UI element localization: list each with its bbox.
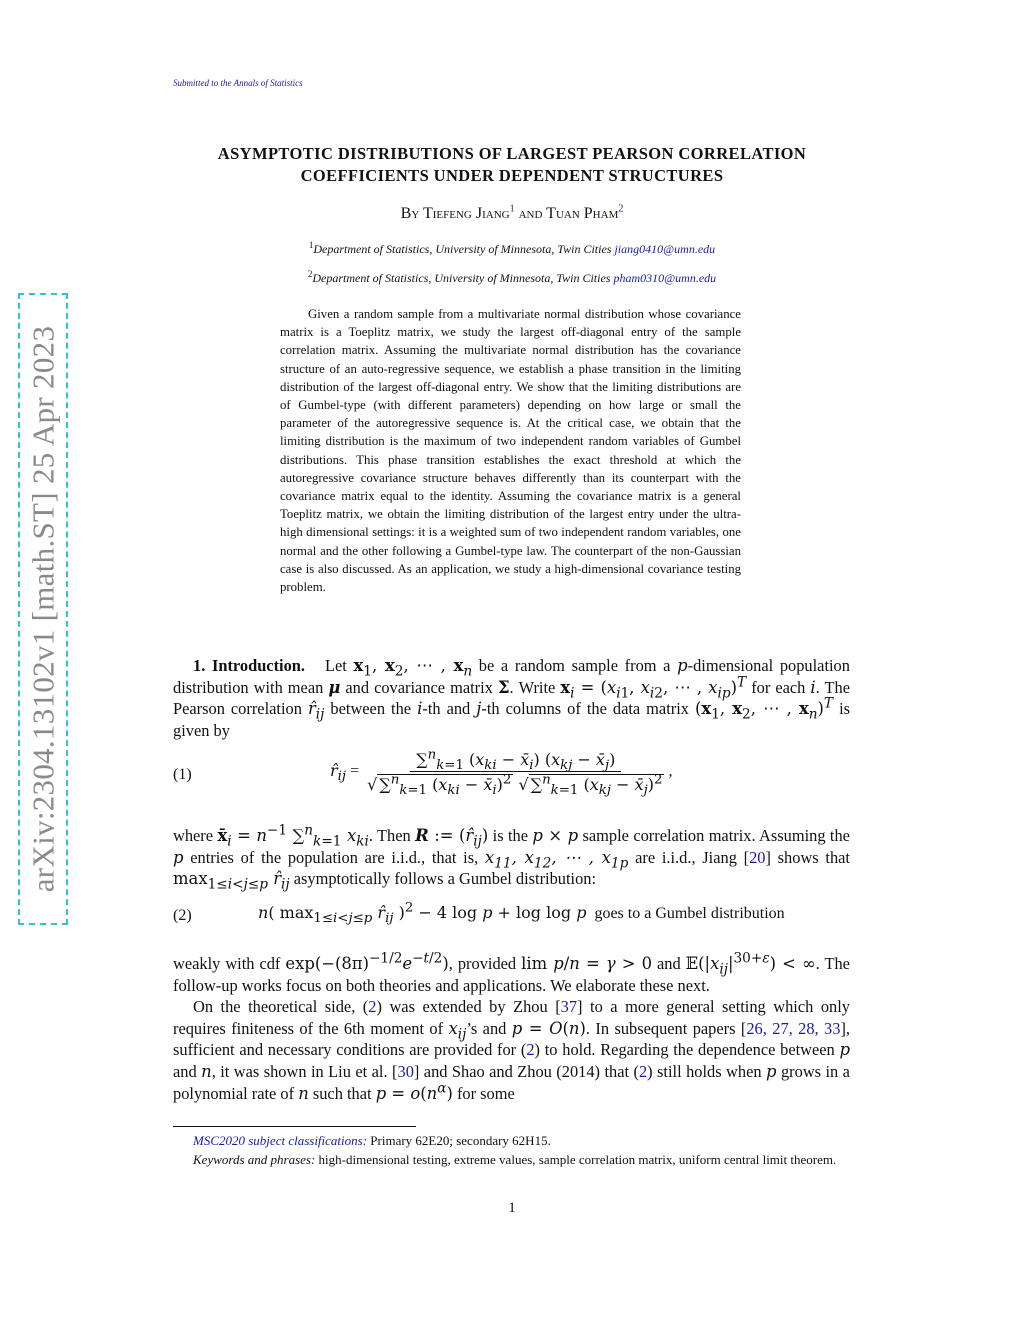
math: p × p	[532, 826, 579, 845]
math: n	[298, 1083, 309, 1103]
math: i	[810, 677, 816, 697]
arxiv-identifier: arXiv:2304.13102v1 [math.ST] 25 Apr 2023	[25, 325, 61, 893]
text: is the	[492, 826, 528, 845]
math: j	[476, 699, 482, 719]
affiliation-1	[150, 242, 874, 257]
by-word: By	[400, 205, 420, 222]
citation-link-20[interactable]: 20	[749, 847, 766, 867]
math: p	[839, 1040, 850, 1060]
text: ) was extended by Zhou [	[376, 997, 561, 1017]
math: R := $(r̂_{ij})$	[415, 826, 489, 850]
arxiv-side-stamp[interactable]	[18, 293, 68, 925]
math: $x_{ij}$	[448, 1018, 467, 1043]
author-2-affil-link[interactable]: 2	[618, 203, 624, 215]
abstract	[280, 305, 741, 596]
text: such that	[312, 1083, 372, 1103]
text: ], sufficient and necessary conditions are provided for (	[173, 1018, 850, 1060]
math: $x_{11}$, $x_{12}$, ⋯ , $x_{1p}$	[484, 847, 629, 871]
math: $p = o(n^\alpha)$	[375, 1080, 453, 1103]
citation-link-group[interactable]: 26, 27, 28, 33	[746, 1018, 841, 1038]
title-line-2: COEFFICIENTS UNDER DEPENDENT STRUCTURES	[300, 166, 724, 185]
text: On the theoretical side, (	[193, 997, 369, 1017]
equation-2-link[interactable]: 2	[368, 997, 377, 1017]
citation-link-37[interactable]: 37	[560, 997, 578, 1017]
math: $x_1$, $x_2$, ⋯ , $x_n$	[353, 656, 473, 680]
footnote-divider	[173, 1126, 416, 1127]
intro-paragraph-3	[173, 950, 850, 1104]
text: . Write	[509, 677, 556, 697]
equation-2-link[interactable]: 2	[638, 1061, 648, 1081]
text: weakly with cdf	[173, 954, 281, 973]
math: i	[417, 699, 423, 719]
affiliation-1-text: Department of Statistics, University of Minnesota, Twin Cities	[313, 242, 612, 256]
text: ] shows that	[765, 847, 850, 867]
equation-2-number: (2)	[173, 907, 192, 924]
title-line-1: ASYMPTOTIC DISTRIBUTIONS OF LARGEST PEARSON CORRELATION	[217, 144, 807, 163]
text: sample correlation matrix. Assuming the	[582, 826, 850, 845]
math: $𝔼(|x_{ij}|^{30+\varepsilon})$ < ∞	[685, 950, 816, 978]
text: . The follow-up works focus on both theories and applications. We elaborate these next.	[173, 954, 850, 995]
footnotes	[173, 1131, 850, 1169]
math: $x̄_i = n^{-1}$ ∑$^n_{k=1}$ $x_{ki}$	[217, 822, 369, 850]
section-heading: 1. Introduction.	[193, 656, 306, 675]
equation-1-number: (1)	[173, 766, 192, 783]
email-link-2[interactable]: pham0310@umn.edu	[613, 271, 717, 285]
intro-paragraph-2	[173, 822, 850, 893]
text: ] to a more general setting which only requires finiteness of the 6th moment of	[173, 997, 850, 1038]
text: ] and Shao and Zhou (2014) that (	[413, 1061, 639, 1081]
math: μ	[328, 677, 341, 697]
page-number: 1	[508, 1200, 516, 1216]
author-1-affil-link[interactable]: 1	[509, 203, 515, 215]
text: between the	[330, 699, 412, 719]
affiliation-2	[150, 271, 874, 286]
text: Let	[324, 656, 347, 675]
equation-1: $r̂_{ij}$ = $\frac{\sum^n_{k=1} (x_{ki} - x̄_i) (x_{kj} - x̄_j)}{√ \sum^n_{k=1} (x_{ki} - x̄_i)^2 √ \sum^n_{k=1} (x_{kj} - x̄_j)^2}$ ,	[330, 747, 673, 799]
text: for some	[456, 1083, 515, 1103]
text: grows in a polynomial rate of	[173, 1061, 850, 1103]
and-word: and	[518, 205, 543, 222]
keywords-text: high-dimensional testing, extreme values, sample correlation matrix, uniform central limit theorem.	[318, 1152, 837, 1167]
affiliation-2-mark: 2	[307, 269, 313, 279]
author-byline	[150, 205, 874, 223]
text: . Then	[368, 826, 411, 845]
email-link-1[interactable]: jiang0410@umn.edu	[614, 242, 716, 256]
text: entries of the population are i.i.d., that is,	[190, 847, 479, 867]
equation-2-link[interactable]: 2	[526, 1040, 535, 1060]
text: are i.i.d., Jiang [	[635, 847, 750, 867]
math: n	[201, 1061, 212, 1081]
math: p	[173, 847, 184, 867]
math: p = O(n)	[511, 1018, 586, 1038]
math: ($x_1$, $x_2$, ⋯ , $x_n)^T$	[695, 695, 834, 723]
text: , provided	[448, 954, 517, 973]
math: p	[766, 1061, 777, 1081]
text: and	[173, 1061, 197, 1081]
keywords-label: Keywords and phrases:	[193, 1152, 316, 1167]
msc-label-link[interactable]: MSC2020 subject classifications:	[193, 1133, 368, 1148]
equation-2: n( $\max_{1\le i<j\le p}$ $r̂_{ij}$ )$^2$ − 4 log p + log log p goes to a Gumbel distribution	[258, 900, 785, 927]
text: . In subsequent papers [	[585, 1018, 747, 1038]
author-2: Tuan Pham	[546, 205, 619, 222]
text: be a random sample from a	[478, 656, 671, 675]
text: . The Pearson correlation	[173, 677, 850, 719]
author-1: Tiefeng Jiang	[423, 205, 510, 222]
journal-header: Submitted to the Annals of Statistics	[173, 78, 303, 88]
text: ) to hold. Regarding the dependence between	[534, 1040, 835, 1060]
text: and	[657, 954, 681, 973]
text: , it was shown in Liu et al. [	[211, 1061, 398, 1081]
text: where	[173, 826, 214, 845]
text: -th columns of the data matrix	[481, 699, 689, 719]
math: $x_i = (x_{i1}$, $x_{i2}$, ⋯ , $x_{ip})^T$	[560, 674, 747, 701]
text: asymptotically follows a Gumbel distribution:	[293, 869, 597, 889]
text: is given by	[173, 699, 850, 740]
msc-text: Primary 62E20; secondary 62H15.	[370, 1133, 551, 1148]
affiliation-2-text: Department of Statistics, University of Minnesota, Twin Cities	[312, 271, 611, 285]
abstract-text: Given a random sample from a multivariate normal distribution whose covariance matrix is a Toeplitz matrix, we study the largest off-diagonal entry of the sample correlation matrix. Assuming the multivariate normal distribution has the covariance structure of an auto-regressive sequence, we establish a phase transition in the limiting distribution of the largest off-diagonal entry. We show that the limiting distributions are of Gumbel-type (with different parameters) depending on how large or small the parameter of the autoregressive sequence is. At the critical case, we obtain that the limiting distribution is the maximum of two independent random variables of Gumbel distributions. This phase transition establishes the exact threshold at which the autoregressive covariance structure behaves differently than its counterpart with the covariance matrix equal to the identity. Assuming the covariance matrix is a general Toeplitz matrix, we obtain the limiting distribution of the largest entry under the ultra-high dimensional settings: it is a weighted sum of two independent random variables, one normal and the other following a Gumbel-type law. The counterpart of the non-Gaussian case is also discussed. As an application, we study a high-dimensional covariance testing problem.	[280, 307, 741, 595]
equation-2-text: goes to a Gumbel distribution	[594, 905, 785, 922]
math: $\exp(-(8\pi)^{-1/2}e^{-t/2})$	[285, 950, 449, 973]
text: -dimensional population distribution with mean	[173, 656, 850, 697]
math: $\max_{1\le i<j\le p}$ $r̂_{ij}$	[173, 869, 290, 893]
paper-title	[150, 143, 874, 187]
text: ’s and	[466, 1018, 507, 1038]
text: -th and	[422, 699, 471, 719]
math: $r̂_{ij}$	[307, 699, 325, 723]
math: p	[677, 656, 688, 675]
math: lim p/n = γ > 0	[521, 954, 652, 973]
citation-link-30[interactable]: 30	[397, 1061, 414, 1081]
math: Σ	[497, 677, 510, 697]
text: for each	[751, 677, 806, 697]
text: and covariance matrix	[345, 677, 493, 697]
intro-paragraph-1	[173, 655, 850, 741]
affiliation-1-mark: 1	[308, 240, 314, 250]
text: ) still holds when	[647, 1061, 762, 1081]
